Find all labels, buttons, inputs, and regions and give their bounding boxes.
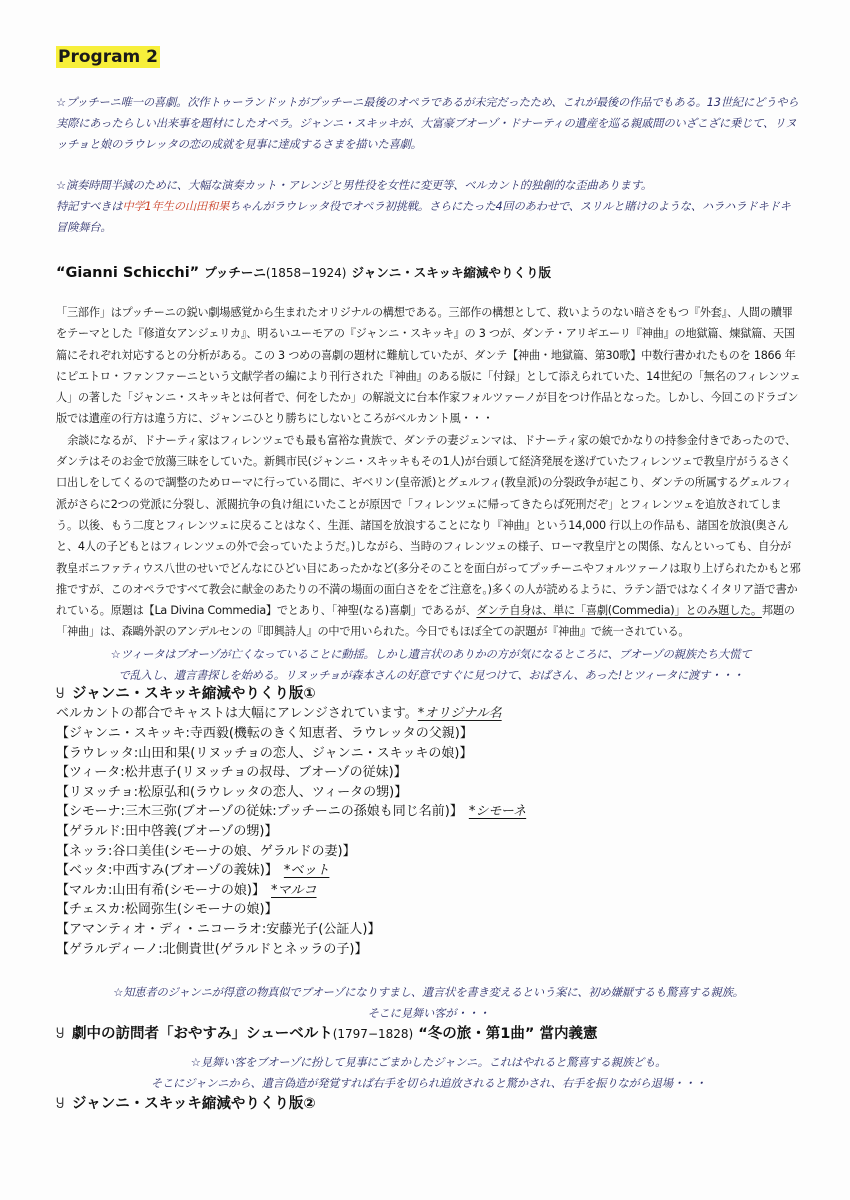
cast-entry: 【シモーナ:三木三弥(ブオーゾの従妹:プッチーニの孫娘も同じ名前)】 <box>56 804 463 820</box>
cast-alt-name: *マルコ <box>271 882 317 898</box>
essay-paragraph-1: 「三部作」はプッチーニの鋭い劇場感覚から生まれたオリジナルの構想である。三部作の構想として、救いようのない暗さをもつ『外套』、人間の贖罪をテーマとした『修道女アンジェリカ』、明るいユーモアの『ジャンニ・スキッキ』の 3 つが、ダンテ・アリギエーリ『神曲』の地獄篇、煉獄篇、天国篇にそれぞれ対応するとの分析がある。この 3 つめの喜劇の題材に難航していたが、ダンテ【神曲・地獄篇、第30歌】中数行書かれたものを 1866 年にピエトロ・ファンファーニという文献学者の編により刊行された『神曲』のある版に「付録」として添えられていた、14世紀の「無名のフィレンツェ人」の著した「ジャンニ・スキッキとは何者で、何をしたか」の解説文に台本作家フォルツァーノが目をつけ作品となった。しかし、今回このドラゴン版では遺産の行方は違う方に、ジャンニひとり勝ちにしないところがベルカント風・・・ <box>56 306 801 426</box>
work-heading <box>56 262 551 284</box>
cast-item <box>56 940 526 960</box>
cast-entry: 【ベッタ:中西すみ(ブオーゾの義妹)】 <box>56 863 278 879</box>
cast-entry: 【ツィータ:松井恵子(リヌッチョの叔母、ブオーゾの従妹)】 <box>56 765 407 781</box>
work-composer: プッチーニ <box>204 265 266 280</box>
work-years: (1858−1924) <box>265 266 347 280</box>
cast-item <box>56 802 526 822</box>
scene2-note <box>56 982 801 1024</box>
scene2-note-line1: ☆知恵者のジャンニが得意の物真似でブオーゾになりすまし、遺言状を書き変えるという案に、初め嫌厭するも驚喜する親族。 <box>113 986 744 999</box>
scene1-note: ☆ツィータはブオーゾが亡くなっていることに動揺。しかし遺言状のありかの方が気になるところに、ブオーゾの親族たち大慌てで乱入し、遺言書探しを始める。リヌッチョが森本さんの好意ですぐに見つけて、おばさん、あった!とツィータに渡す・・・ <box>110 648 752 682</box>
scene3-note-line2: そこにジャンニから、遺言偽造が発覚すれば右手を切られ追放されると驚かされ、右手を振りながら退場・・・ <box>150 1077 707 1090</box>
cast-entry: 【ゲラルディーノ:北側貴世(ゲラルドとネッラの子)】 <box>56 941 368 957</box>
highlight-note-red: 中学1年生の山田和果 <box>122 200 230 213</box>
cast-item <box>56 744 526 764</box>
intro-note-2 <box>56 175 801 238</box>
cast-item <box>56 763 526 783</box>
visitor-performer: 當内義憲 <box>539 1026 598 1042</box>
scene1-heading <box>56 684 316 705</box>
scene2-heading <box>56 1094 316 1115</box>
butterfly-icon: Ⴘ <box>56 1027 65 1042</box>
cast-entry: 【ジャンニ・スキッキ:寺西毅(機転のきく知恵者、ラウレッタの父親)】 <box>56 726 473 741</box>
visitor-piece: “冬の旅・第1曲” <box>418 1026 535 1042</box>
visitor-heading <box>56 1024 598 1045</box>
work-title: “Gianni Schicchi” <box>56 265 200 281</box>
program-title: Program 2 <box>58 47 159 67</box>
cast-item <box>56 861 526 881</box>
intro-note-1: ☆プッチーニ唯一の喜劇。次作トゥーランドットがプッチーニ最後のオペラであるが未完だったため、これが最後の作品でもある。13世紀にどうやら実際にあったらしい出来事を題材にしたオペラ。ジャンニ・スキッキが、大富豪ブオーゾ・ドナーティの遺産を巡る親戚間のいざこざに乗じて、リヌッチョと娘のラウレッタの恋の成就を見事に達成するさまを描いた喜劇。 <box>56 96 799 151</box>
cast-entry: 【チェスカ:松岡弥生(シモーナの娘)】 <box>56 902 278 918</box>
cast-entry: 【アマンティオ・ディ・ニコーラオ:安藤光子(公証人)】 <box>56 921 381 937</box>
butterfly-icon: Ⴘ <box>56 1097 65 1112</box>
cast-intro-text: ベルカントの都合でキャストは大幅にアレンジされています。 <box>56 706 418 721</box>
scene1-heading-text: ジャンニ・スキッキ縮減やりくり版① <box>72 686 316 702</box>
scene2-heading-text: ジャンニ・スキッキ縮減やりくり版② <box>72 1096 316 1112</box>
cast-entry: 【ゲラルド:田中啓義(ブオーゾの甥)】 <box>56 823 278 839</box>
cast-item <box>56 900 526 920</box>
scene2-note-line2: そこに見舞い客が・・・ <box>367 1007 490 1020</box>
visitor-years: (1797−1828) <box>332 1027 414 1041</box>
essay-p2-end: 邦題の「神曲」は、森鷗外訳のアンデルセンの『即興詩人』の中で用いられた。今日でもほぼ全ての訳題が『神曲』で統一されている。 <box>56 604 795 639</box>
cast-item <box>56 842 526 862</box>
cast-entry: 【リヌッチョ:松原弘和(ラウレッタの恋人、ツィータの甥)】 <box>56 784 408 800</box>
visitor-title: 劇中の訪問者「おやすみ」シューベルト <box>72 1026 333 1042</box>
cast-entry: 【ラウレッタ:山田和果(リヌッチョの恋人、ジャンニ・スキッキの娘)】 <box>56 745 473 761</box>
scene3-note-line1: ☆見舞い客をブオーゾに扮して見事にごまかしたジャンニ。これはやれると驚喜する親族ども。 <box>190 1056 667 1069</box>
cast-item <box>56 822 526 842</box>
work-edition: ジャンニ・スキッキ縮減やりくり版 <box>351 265 551 280</box>
cast-alt-name: *ベット <box>283 863 330 879</box>
cast-item <box>56 881 526 901</box>
highlight-note <box>56 196 801 238</box>
butterfly-icon: Ⴘ <box>56 687 65 702</box>
cast-item <box>56 724 526 744</box>
cast-item <box>56 920 526 940</box>
essay-p2-underlined: ダンテ自身は、単に「喜劇(Commedia)」とのみ題した。 <box>476 604 762 618</box>
essay-p2-start: 余談になるが、ドナーティ家はフィレンツェでも最も富裕な貴族で、ダンテの妻ジェンマは、ドナーティ家の娘でかなりの持参金付きであったので、ダンテはそのお金で放蕩三昧をしていた。新興市民(ジャンニ・スキッキもその1人)が台頭して経済発展を遂げていたフィレンツェで教皇庁がうるさく口出しをしてくるので調整のためローマに行っている間に、ギベリン(皇帝派)とグェルフィ(教皇派)の分裂政争が起こり、ダンテの所属するグェルフィ派がさらに2つの党派に分裂し、派閥抗争の負け組にいたことが原因で「フィレンツェに帰ってきたらば死刑だぞ」とフィレンツェを追放されてしまう。以後、もう二度とフィレンツェに戻ることはなく、生涯、諸国を放浪することになり『神曲』という14,000 行以上の作品も、諸国を放浪(奥さんと、4人の子どもとはフィレンツェの外で会っていたようだ。)しながら、当時のフィレンツェの様子、ローマ教皇庁との関係、なんといっても、自分が教皇ボニファティウス八世のせいでどんなにひどい目にあったかなど(多分そのことを面白がってプッチーニやフォルツァーノは取り上げられたかもと邪推ですが、このオペラですべて教会に献金のあたりの不満の場面の面白さををご注意を。)多くの人が読めるように、ラテン語ではなくイタリア語で書かれている。原題は【La Divina Commedia】でとあり、「神聖(なる)喜劇」であるが、 <box>56 433 801 618</box>
cast-intro-alt: *オリジナル名 <box>417 706 502 721</box>
intro-note-2-line: ☆演奏時間半減のために、大幅な演奏カット・アレンジと男性役を女性に変更等、ベルカント的独創的な歪曲あります。 <box>56 179 653 192</box>
cast-alt-name: *シモーネ <box>468 804 527 820</box>
essay <box>56 302 801 643</box>
highlight-note-before: 特記すべきは <box>56 200 123 213</box>
scene3-note <box>56 1052 801 1094</box>
cast-item <box>56 783 526 803</box>
cast-intro <box>56 704 502 723</box>
essay-paragraph-2 <box>56 430 801 643</box>
cast-list <box>56 724 526 959</box>
cast-entry: 【ネッラ:谷口美佳(シモーナの娘、ゲラルドの妻)】 <box>56 843 356 859</box>
highlight-note-after: ちゃんがラウレッタ役でオペラ初挑戦。さらにたった4回のあわせで、スリルと賭けのような、ハラハラドキドキ冒険舞台。 <box>56 200 791 234</box>
cast-entry: 【マルカ:山田有希(シモーナの娘)】 <box>56 882 266 898</box>
